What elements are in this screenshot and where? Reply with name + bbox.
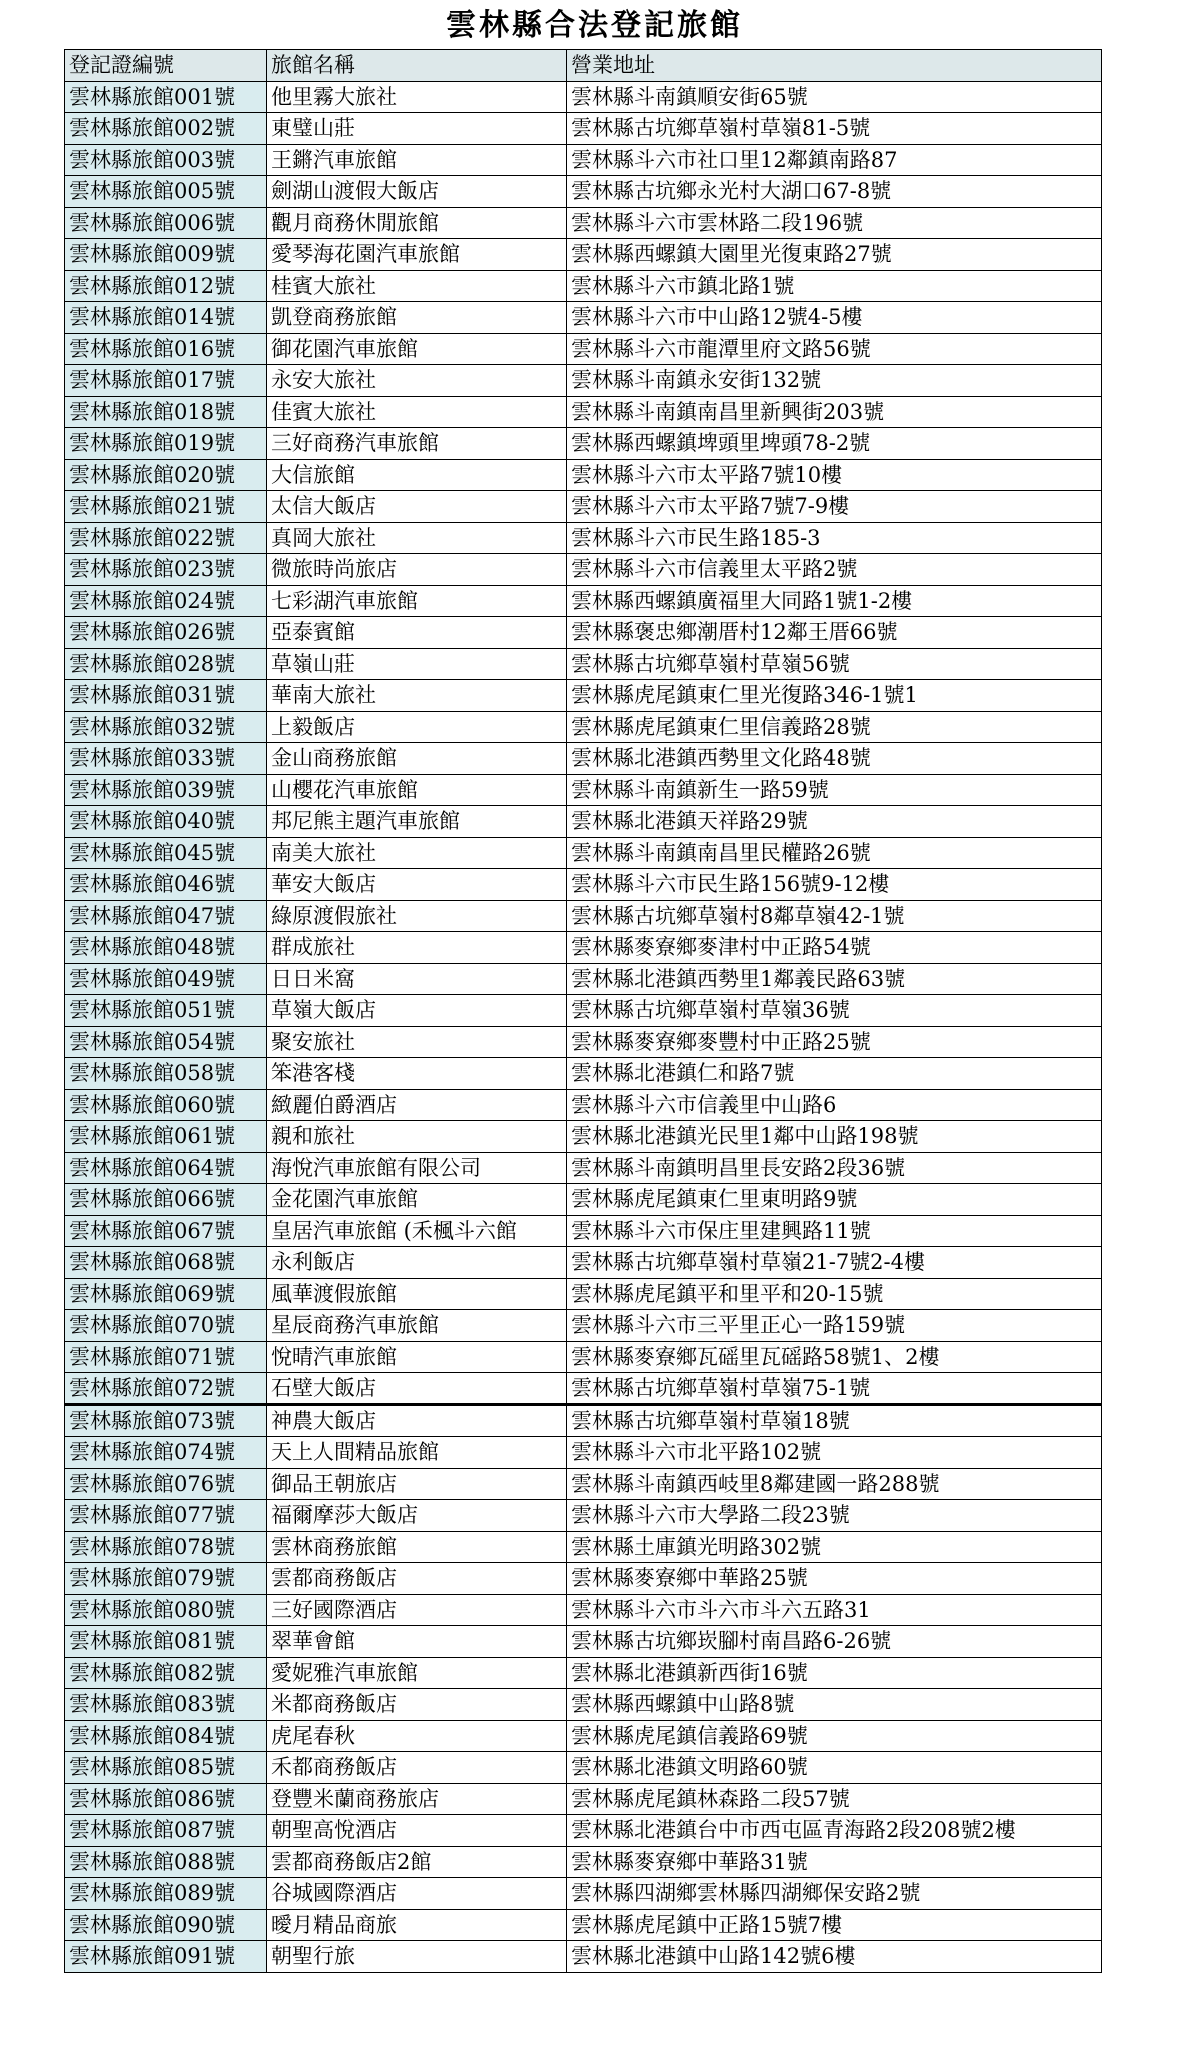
address-cell: 雲林縣斗六市斗六市斗六五路31 [567, 1594, 1102, 1626]
address-cell: 雲林縣麥寮鄉麥津村中正路54號 [567, 932, 1102, 964]
table-row [65, 1373, 1102, 1405]
cert-number-cell: 雲林縣旅館039號 [65, 774, 267, 806]
table-row [65, 1468, 1102, 1500]
table-row [65, 1089, 1102, 1121]
cert-number-cell: 雲林縣旅館033號 [65, 743, 267, 775]
header-hotel-name: 旅館名稱 [267, 50, 567, 82]
table-row [65, 113, 1102, 145]
hotel-name-cell: 日日米窩 [267, 963, 567, 995]
cert-number-cell: 雲林縣旅館071號 [65, 1341, 267, 1373]
table-row [65, 365, 1102, 397]
cert-number-cell: 雲林縣旅館051號 [65, 995, 267, 1027]
address-cell: 雲林縣斗六市大學路二段23號 [567, 1500, 1102, 1532]
cert-number-cell: 雲林縣旅館090號 [65, 1909, 267, 1941]
hotel-name-cell: 愛妮雅汽車旅館 [267, 1657, 567, 1689]
hotel-name-cell: 群成旅社 [267, 932, 567, 964]
table-row [65, 459, 1102, 491]
table-row [65, 1215, 1102, 1247]
hotel-name-cell: 真岡大旅社 [267, 522, 567, 554]
cert-number-cell: 雲林縣旅館081號 [65, 1626, 267, 1658]
cert-number-cell: 雲林縣旅館006號 [65, 207, 267, 239]
address-cell: 雲林縣古坑鄉草嶺村草嶺36號 [567, 995, 1102, 1027]
hotel-name-cell: 曖月精品商旅 [267, 1909, 567, 1941]
table-row [65, 711, 1102, 743]
hotel-name-cell: 石壁大飯店 [267, 1373, 567, 1405]
table-row [65, 1247, 1102, 1279]
address-cell: 雲林縣古坑鄉草嶺村8鄰草嶺42-1號 [567, 900, 1102, 932]
cert-number-cell: 雲林縣旅館066號 [65, 1184, 267, 1216]
table-row [65, 1689, 1102, 1721]
cert-number-cell: 雲林縣旅館089號 [65, 1878, 267, 1910]
address-cell: 雲林縣北港鎮西勢里1鄰義民路63號 [567, 963, 1102, 995]
table-row [65, 239, 1102, 271]
address-cell: 雲林縣斗六市信義里太平路2號 [567, 554, 1102, 586]
cert-number-cell: 雲林縣旅館005號 [65, 176, 267, 208]
address-cell: 雲林縣北港鎮台中市西屯區青海路2段208號2樓 [567, 1815, 1102, 1847]
table-row [65, 1878, 1102, 1910]
table-row [65, 1626, 1102, 1658]
hotel-name-cell: 綠原渡假旅社 [267, 900, 567, 932]
address-cell: 雲林縣古坑鄉永光村大湖口67-8號 [567, 176, 1102, 208]
cert-number-cell: 雲林縣旅館040號 [65, 806, 267, 838]
cert-number-cell: 雲林縣旅館026號 [65, 617, 267, 649]
hotel-name-cell: 七彩湖汽車旅館 [267, 585, 567, 617]
hotel-name-cell: 山櫻花汽車旅館 [267, 774, 567, 806]
address-cell: 雲林縣斗南鎮南昌里新興街203號 [567, 396, 1102, 428]
cert-number-cell: 雲林縣旅館046號 [65, 869, 267, 901]
hotel-name-cell: 微旅時尚旅店 [267, 554, 567, 586]
table-row [65, 1310, 1102, 1342]
table-row [65, 869, 1102, 901]
address-cell: 雲林縣虎尾鎮平和里平和20-15號 [567, 1278, 1102, 1310]
address-cell: 雲林縣斗六市民生路156號9-12樓 [567, 869, 1102, 901]
table-row [65, 932, 1102, 964]
cert-number-cell: 雲林縣旅館020號 [65, 459, 267, 491]
cert-number-cell: 雲林縣旅館018號 [65, 396, 267, 428]
address-cell: 雲林縣斗六市北平路102號 [567, 1437, 1102, 1469]
cert-number-cell: 雲林縣旅館017號 [65, 365, 267, 397]
table-row [65, 963, 1102, 995]
address-cell: 雲林縣斗南鎮南昌里民權路26號 [567, 837, 1102, 869]
address-cell: 雲林縣虎尾鎮中正路15號7樓 [567, 1909, 1102, 1941]
address-cell: 雲林縣麥寮鄉中華路25號 [567, 1563, 1102, 1595]
address-cell: 雲林縣古坑鄉草嶺村草嶺21-7號2-4樓 [567, 1247, 1102, 1279]
cert-number-cell: 雲林縣旅館021號 [65, 491, 267, 523]
table-row [65, 1815, 1102, 1847]
table-row [65, 1437, 1102, 1469]
table-row [65, 554, 1102, 586]
cert-number-cell: 雲林縣旅館049號 [65, 963, 267, 995]
hotel-name-cell: 米都商務飯店 [267, 1689, 567, 1721]
address-cell: 雲林縣褒忠鄉潮厝村12鄰王厝66號 [567, 617, 1102, 649]
hotel-name-cell: 朝聖高悅酒店 [267, 1815, 567, 1847]
cert-number-cell: 雲林縣旅館060號 [65, 1089, 267, 1121]
cert-number-cell: 雲林縣旅館088號 [65, 1846, 267, 1878]
cert-number-cell: 雲林縣旅館068號 [65, 1247, 267, 1279]
hotel-name-cell: 翠華會館 [267, 1626, 567, 1658]
address-cell: 雲林縣斗六市太平路7號7-9樓 [567, 491, 1102, 523]
hotel-name-cell: 上毅飯店 [267, 711, 567, 743]
hotel-name-cell: 華南大旅社 [267, 680, 567, 712]
header-address: 營業地址 [567, 50, 1102, 82]
cert-number-cell: 雲林縣旅館048號 [65, 932, 267, 964]
address-cell: 雲林縣斗六市社口里12鄰鎮南路87 [567, 144, 1102, 176]
cert-number-cell: 雲林縣旅館031號 [65, 680, 267, 712]
table-row [65, 333, 1102, 365]
cert-number-cell: 雲林縣旅館045號 [65, 837, 267, 869]
table-row [65, 207, 1102, 239]
table-row [65, 1026, 1102, 1058]
table-row [65, 1184, 1102, 1216]
table-row [65, 1278, 1102, 1310]
cert-number-cell: 雲林縣旅館079號 [65, 1563, 267, 1595]
hotel-name-cell: 福爾摩莎大飯店 [267, 1500, 567, 1532]
hotel-name-cell: 三好商務汽車旅館 [267, 428, 567, 460]
hotel-name-cell: 劍湖山渡假大飯店 [267, 176, 567, 208]
address-cell: 雲林縣斗六市信義里中山路6 [567, 1089, 1102, 1121]
cert-number-cell: 雲林縣旅館085號 [65, 1752, 267, 1784]
address-cell: 雲林縣北港鎮光民里1鄰中山路198號 [567, 1121, 1102, 1153]
address-cell: 雲林縣西螺鎮大園里光復東路27號 [567, 239, 1102, 271]
hotel-table [64, 49, 1102, 1973]
header-cert-number: 登記證編號 [65, 50, 267, 82]
hotel-name-cell: 愛琴海花園汽車旅館 [267, 239, 567, 271]
cert-number-cell: 雲林縣旅館054號 [65, 1026, 267, 1058]
table-row [65, 743, 1102, 775]
table-row [65, 428, 1102, 460]
table-row [65, 1563, 1102, 1595]
address-cell: 雲林縣四湖鄉雲林縣四湖鄉保安路2號 [567, 1878, 1102, 1910]
hotel-name-cell: 親和旅社 [267, 1121, 567, 1153]
address-cell: 雲林縣土庫鎮光明路302號 [567, 1531, 1102, 1563]
address-cell: 雲林縣北港鎮文明路60號 [567, 1752, 1102, 1784]
hotel-name-cell: 草嶺山莊 [267, 648, 567, 680]
table-row [65, 774, 1102, 806]
cert-number-cell: 雲林縣旅館009號 [65, 239, 267, 271]
hotel-name-cell: 悅晴汽車旅館 [267, 1341, 567, 1373]
table-row [65, 1405, 1102, 1437]
hotel-name-cell: 雲都商務飯店 [267, 1563, 567, 1595]
hotel-name-cell: 南美大旅社 [267, 837, 567, 869]
table-row [65, 1500, 1102, 1532]
hotel-name-cell: 邦尼熊主題汽車旅館 [267, 806, 567, 838]
address-cell: 雲林縣麥寮鄉中華路31號 [567, 1846, 1102, 1878]
hotel-name-cell: 海悅汽車旅館有限公司 [267, 1152, 567, 1184]
address-cell: 雲林縣斗六市中山路12號4-5樓 [567, 302, 1102, 334]
address-cell: 雲林縣斗六市雲林路二段196號 [567, 207, 1102, 239]
table-row [65, 1941, 1102, 1973]
table-row [65, 806, 1102, 838]
cert-number-cell: 雲林縣旅館082號 [65, 1657, 267, 1689]
hotel-name-cell: 天上人間精品旅館 [267, 1437, 567, 1469]
cert-number-cell: 雲林縣旅館077號 [65, 1500, 267, 1532]
hotel-name-cell: 雲林商務旅館 [267, 1531, 567, 1563]
hotel-name-cell: 大信旅館 [267, 459, 567, 491]
hotel-name-cell: 觀月商務休閒旅館 [267, 207, 567, 239]
table-row [65, 1152, 1102, 1184]
table-row [65, 1121, 1102, 1153]
address-cell: 雲林縣麥寮鄉麥豐村中正路25號 [567, 1026, 1102, 1058]
cert-number-cell: 雲林縣旅館024號 [65, 585, 267, 617]
hotel-name-cell: 御品王朝旅店 [267, 1468, 567, 1500]
address-cell: 雲林縣北港鎮天祥路29號 [567, 806, 1102, 838]
hotel-name-cell: 佳賓大旅社 [267, 396, 567, 428]
hotel-name-cell: 笨港客棧 [267, 1058, 567, 1090]
cert-number-cell: 雲林縣旅館073號 [65, 1405, 267, 1437]
cert-number-cell: 雲林縣旅館023號 [65, 554, 267, 586]
hotel-name-cell: 緻麗伯爵酒店 [267, 1089, 567, 1121]
table-row [65, 1752, 1102, 1784]
table-row [65, 396, 1102, 428]
hotel-name-cell: 登豐米蘭商務旅店 [267, 1783, 567, 1815]
hotel-name-cell: 凱登商務旅館 [267, 302, 567, 334]
cert-number-cell: 雲林縣旅館069號 [65, 1278, 267, 1310]
table-row [65, 1058, 1102, 1090]
table-row [65, 176, 1102, 208]
address-cell: 雲林縣斗南鎮明昌里長安路2段36號 [567, 1152, 1102, 1184]
hotel-name-cell: 御花園汽車旅館 [267, 333, 567, 365]
hotel-name-cell: 草嶺大飯店 [267, 995, 567, 1027]
table-row [65, 900, 1102, 932]
hotel-name-cell: 東璧山莊 [267, 113, 567, 145]
address-cell: 雲林縣斗六市鎮北路1號 [567, 270, 1102, 302]
table-row [65, 1594, 1102, 1626]
address-cell: 雲林縣西螺鎮廣福里大同路1號1-2樓 [567, 585, 1102, 617]
address-cell: 雲林縣虎尾鎮東仁里信義路28號 [567, 711, 1102, 743]
hotel-name-cell: 永利飯店 [267, 1247, 567, 1279]
hotel-name-cell: 太信大飯店 [267, 491, 567, 523]
hotel-name-cell: 皇居汽車旅館 (禾楓斗六館 [267, 1215, 567, 1247]
hotel-name-cell: 三好國際酒店 [267, 1594, 567, 1626]
hotel-name-cell: 華安大飯店 [267, 869, 567, 901]
cert-number-cell: 雲林縣旅館003號 [65, 144, 267, 176]
hotel-name-cell: 星辰商務汽車旅館 [267, 1310, 567, 1342]
hotel-name-cell: 虎尾春秋 [267, 1720, 567, 1752]
address-cell: 雲林縣西螺鎮埤頭里埤頭78-2號 [567, 428, 1102, 460]
cert-number-cell: 雲林縣旅館002號 [65, 113, 267, 145]
table-row [65, 302, 1102, 334]
address-cell: 雲林縣古坑鄉崁腳村南昌路6-26號 [567, 1626, 1102, 1658]
hotel-name-cell: 亞泰賓館 [267, 617, 567, 649]
hotel-name-cell: 桂賓大旅社 [267, 270, 567, 302]
hotel-name-cell: 雲都商務飯店2館 [267, 1846, 567, 1878]
hotel-name-cell: 谷城國際酒店 [267, 1878, 567, 1910]
cert-number-cell: 雲林縣旅館078號 [65, 1531, 267, 1563]
table-row [65, 1909, 1102, 1941]
cert-number-cell: 雲林縣旅館012號 [65, 270, 267, 302]
cert-number-cell: 雲林縣旅館080號 [65, 1594, 267, 1626]
table-row [65, 81, 1102, 113]
hotel-name-cell: 朝聖行旅 [267, 1941, 567, 1973]
address-cell: 雲林縣斗六市三平里正心一路159號 [567, 1310, 1102, 1342]
address-cell: 雲林縣北港鎮仁和路7號 [567, 1058, 1102, 1090]
address-cell: 雲林縣斗南鎮永安街132號 [567, 365, 1102, 397]
cert-number-cell: 雲林縣旅館022號 [65, 522, 267, 554]
address-cell: 雲林縣斗六市太平路7號10樓 [567, 459, 1102, 491]
cert-number-cell: 雲林縣旅館076號 [65, 1468, 267, 1500]
table-row [65, 144, 1102, 176]
header-row [65, 50, 1102, 82]
address-cell: 雲林縣古坑鄉草嶺村草嶺56號 [567, 648, 1102, 680]
table-header [65, 50, 1102, 82]
table-row [65, 617, 1102, 649]
address-cell: 雲林縣斗六市龍潭里府文路56號 [567, 333, 1102, 365]
address-cell: 雲林縣麥寮鄉瓦磘里瓦磘路58號1、2樓 [567, 1341, 1102, 1373]
hotel-name-cell: 神農大飯店 [267, 1405, 567, 1437]
cert-number-cell: 雲林縣旅館084號 [65, 1720, 267, 1752]
table-row [65, 1783, 1102, 1815]
cert-number-cell: 雲林縣旅館083號 [65, 1689, 267, 1721]
address-cell: 雲林縣虎尾鎮東仁里東明路9號 [567, 1184, 1102, 1216]
table-row [65, 522, 1102, 554]
address-cell: 雲林縣虎尾鎮東仁里光復路346-1號1 [567, 680, 1102, 712]
address-cell: 雲林縣虎尾鎮信義路69號 [567, 1720, 1102, 1752]
table-row [65, 270, 1102, 302]
address-cell: 雲林縣北港鎮中山路142號6樓 [567, 1941, 1102, 1973]
table-row [65, 1846, 1102, 1878]
hotel-name-cell: 永安大旅社 [267, 365, 567, 397]
table-row [65, 585, 1102, 617]
address-cell: 雲林縣斗南鎮新生一路59號 [567, 774, 1102, 806]
cert-number-cell: 雲林縣旅館047號 [65, 900, 267, 932]
cert-number-cell: 雲林縣旅館028號 [65, 648, 267, 680]
cert-number-cell: 雲林縣旅館074號 [65, 1437, 267, 1469]
address-cell: 雲林縣古坑鄉草嶺村草嶺75-1號 [567, 1373, 1102, 1405]
hotel-name-cell: 聚安旅社 [267, 1026, 567, 1058]
cert-number-cell: 雲林縣旅館001號 [65, 81, 267, 113]
hotel-name-cell: 金山商務旅館 [267, 743, 567, 775]
hotel-name-cell: 他里霧大旅社 [267, 81, 567, 113]
cert-number-cell: 雲林縣旅館019號 [65, 428, 267, 460]
table-row [65, 995, 1102, 1027]
table-row [65, 1657, 1102, 1689]
address-cell: 雲林縣虎尾鎮林森路二段57號 [567, 1783, 1102, 1815]
cert-number-cell: 雲林縣旅館014號 [65, 302, 267, 334]
cert-number-cell: 雲林縣旅館072號 [65, 1373, 267, 1405]
cert-number-cell: 雲林縣旅館064號 [65, 1152, 267, 1184]
table-row [65, 1531, 1102, 1563]
table-row [65, 491, 1102, 523]
hotel-name-cell: 禾都商務飯店 [267, 1752, 567, 1784]
cert-number-cell: 雲林縣旅館032號 [65, 711, 267, 743]
address-cell: 雲林縣西螺鎮中山路8號 [567, 1689, 1102, 1721]
cert-number-cell: 雲林縣旅館086號 [65, 1783, 267, 1815]
cert-number-cell: 雲林縣旅館058號 [65, 1058, 267, 1090]
table-body [65, 81, 1102, 1972]
cert-number-cell: 雲林縣旅館061號 [65, 1121, 267, 1153]
address-cell: 雲林縣斗六市保庄里建興路11號 [567, 1215, 1102, 1247]
table-row [65, 1341, 1102, 1373]
address-cell: 雲林縣北港鎮新西街16號 [567, 1657, 1102, 1689]
table-row [65, 680, 1102, 712]
address-cell: 雲林縣斗六市民生路185-3 [567, 522, 1102, 554]
hotel-name-cell: 金花園汽車旅館 [267, 1184, 567, 1216]
address-cell: 雲林縣古坑鄉草嶺村草嶺18號 [567, 1405, 1102, 1437]
table-row [65, 1720, 1102, 1752]
page-title: 雲林縣合法登記旅館 [446, 8, 743, 43]
hotel-name-cell: 風華渡假旅館 [267, 1278, 567, 1310]
hotel-name-cell: 王鏘汽車旅館 [267, 144, 567, 176]
cert-number-cell: 雲林縣旅館070號 [65, 1310, 267, 1342]
address-cell: 雲林縣古坑鄉草嶺村草嶺81-5號 [567, 113, 1102, 145]
address-cell: 雲林縣斗南鎮西岐里8鄰建國一路288號 [567, 1468, 1102, 1500]
cert-number-cell: 雲林縣旅館067號 [65, 1215, 267, 1247]
table-row [65, 837, 1102, 869]
cert-number-cell: 雲林縣旅館016號 [65, 333, 267, 365]
table-row [65, 648, 1102, 680]
cert-number-cell: 雲林縣旅館087號 [65, 1815, 267, 1847]
cert-number-cell: 雲林縣旅館091號 [65, 1941, 267, 1973]
address-cell: 雲林縣北港鎮西勢里文化路48號 [567, 743, 1102, 775]
address-cell: 雲林縣斗南鎮順安街65號 [567, 81, 1102, 113]
